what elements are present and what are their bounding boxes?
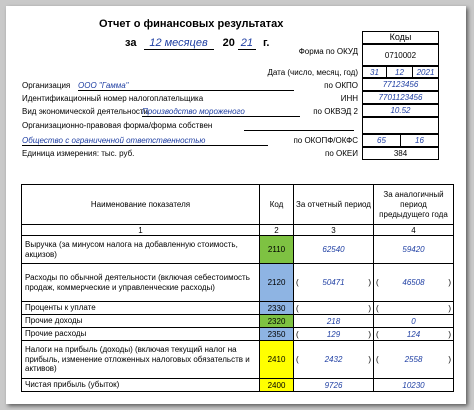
year-suffix: г.	[262, 37, 270, 49]
paren-close: )	[368, 278, 371, 287]
row-name: Расходы по обычной деятельности (включая себестоимость продаж, коммерческие и управленческие расходы)	[22, 264, 260, 302]
row-current-value-cell[interactable]	[294, 341, 374, 379]
table-row	[22, 264, 454, 302]
codes-heading: Коды	[362, 31, 439, 44]
table-header-row	[22, 185, 454, 225]
date-year[interactable]: 2021	[412, 66, 439, 78]
row-name: Проценты к уплате	[22, 302, 260, 315]
table-row	[22, 379, 454, 392]
row-previous-value-cell[interactable]	[374, 328, 454, 341]
table-row	[22, 328, 454, 341]
paren-open: (	[376, 355, 379, 364]
okud-label: Форма по ОКУД	[298, 47, 358, 56]
okei-label: по ОКЕИ	[325, 149, 358, 158]
report-title: Отчет о финансовых результатах	[99, 18, 284, 30]
date-label: Дата (число, месяц, год)	[267, 68, 358, 77]
activity-label: Вид экономической деятельности	[22, 107, 149, 116]
okopf-label: по ОКОПФ/ОКФС	[293, 136, 358, 145]
row-current-value-cell[interactable]	[294, 236, 374, 264]
row-previous-value: 46508	[402, 278, 425, 287]
header-code: Код	[260, 185, 294, 225]
paren-close: )	[448, 355, 451, 364]
okpo-value[interactable]: 77123456	[362, 78, 439, 91]
header-name: Наименование показателя	[22, 185, 260, 225]
header-previous: За аналогичный период предыдущего года	[374, 185, 454, 225]
row-current-value: 129	[326, 329, 341, 339]
row-current-value-cell[interactable]	[294, 302, 374, 315]
column-index: 4	[374, 225, 454, 236]
form-underline	[244, 130, 354, 131]
org-label: Организация	[22, 81, 71, 90]
inn-label: ИНН	[340, 94, 358, 103]
row-previous-value: 59420	[402, 245, 425, 254]
form-label: Организационно-правовая форма/форма собствен	[22, 121, 213, 130]
year-prefix: 20	[222, 37, 235, 49]
table-row	[22, 315, 454, 328]
paren-close: )	[368, 303, 371, 313]
header-current: За отчетный период	[294, 185, 374, 225]
row-current-value-cell[interactable]	[294, 379, 374, 392]
row-previous-value: 124	[406, 329, 421, 339]
column-index-row	[22, 225, 454, 236]
column-index: 1	[22, 225, 260, 236]
paren-close: )	[448, 303, 451, 313]
paren-close: )	[368, 329, 371, 339]
okud-value[interactable]: 0710002	[362, 44, 439, 66]
row-previous-value-cell[interactable]	[374, 315, 454, 328]
column-index: 2	[260, 225, 294, 236]
date-day[interactable]: 31	[362, 66, 387, 78]
inn-value[interactable]: 7701123456	[362, 91, 439, 104]
okei-value[interactable]: 384	[362, 147, 439, 160]
okpo-label: по ОКПО	[324, 81, 358, 90]
column-index: 3	[294, 225, 374, 236]
table-row	[22, 236, 454, 264]
row-previous-value-cell[interactable]	[374, 264, 454, 302]
row-previous-value: 10230	[402, 380, 425, 390]
inn-title: Идентификационный номер налогоплательщика	[22, 94, 204, 103]
paren-open: (	[376, 303, 379, 313]
paren-open: (	[296, 329, 299, 339]
row-current-value: 62540	[322, 245, 345, 254]
row-current-value-cell[interactable]	[294, 315, 374, 328]
row-name: Прочие расходы	[22, 328, 260, 341]
year-field[interactable]: 21	[238, 37, 256, 50]
okved-label: по ОКВЭД 2	[313, 107, 358, 116]
row-name: Прочие доходы	[22, 315, 260, 328]
row-code: 2400	[260, 379, 294, 392]
row-code: 2330	[260, 302, 294, 315]
unit-label: Единица измерения: тыс. руб.	[22, 149, 135, 158]
row-current-value: 2432	[324, 355, 343, 364]
paren-close: )	[448, 329, 451, 339]
row-current-value: 9726	[324, 380, 343, 390]
financial-results-table	[21, 184, 454, 392]
row-previous-value: 0	[411, 316, 416, 326]
okfs-value[interactable]: 16	[400, 134, 439, 147]
row-name: Выручка (за минусом налога на добавленную стоимость, акцизов)	[22, 236, 260, 264]
row-name: Чистая прибыль (убыток)	[22, 379, 260, 392]
okopf-value[interactable]: 65	[362, 134, 401, 147]
paren-open: (	[376, 278, 379, 287]
row-current-value-cell[interactable]	[294, 328, 374, 341]
row-code: 2120	[260, 264, 294, 302]
paren-open: (	[296, 278, 299, 287]
paren-close: )	[448, 278, 451, 287]
row-previous-value-cell[interactable]	[374, 379, 454, 392]
form-code-box	[362, 117, 439, 134]
paren-open: (	[376, 329, 379, 339]
row-current-value-cell[interactable]	[294, 264, 374, 302]
row-code: 2410	[260, 341, 294, 379]
row-previous-value-cell[interactable]	[374, 341, 454, 379]
row-code: 2320	[260, 315, 294, 328]
paren-close: )	[368, 355, 371, 364]
table-row	[22, 302, 454, 315]
paren-open: (	[296, 355, 299, 364]
row-current-value: 50471	[322, 278, 345, 287]
activity-value[interactable]: Производство мороженого	[142, 107, 300, 117]
form-value[interactable]: Общество с ограниченной ответственностью	[22, 136, 268, 146]
period-prefix: за	[125, 37, 137, 49]
table-row	[22, 341, 454, 379]
row-code: 2350	[260, 328, 294, 341]
paren-open: (	[296, 303, 299, 313]
row-current-value: 218	[326, 316, 341, 326]
table-body	[22, 236, 454, 392]
row-previous-value-cell[interactable]	[374, 302, 454, 315]
report-sheet	[6, 6, 466, 404]
org-name[interactable]: ООО "Гамма"	[78, 81, 294, 91]
row-previous-value-cell[interactable]	[374, 236, 454, 264]
row-previous-value: 2558	[404, 355, 423, 364]
okved-value[interactable]: 10.52	[362, 104, 439, 117]
row-name: Налоги на прибыль (доходы) (включая текущий налог на прибыль, изменение отложенных налоговых обязательств и активов)	[22, 341, 260, 379]
date-month[interactable]: 12	[386, 66, 413, 78]
row-code: 2110	[260, 236, 294, 264]
period-field[interactable]: 12 месяцев	[144, 37, 214, 50]
